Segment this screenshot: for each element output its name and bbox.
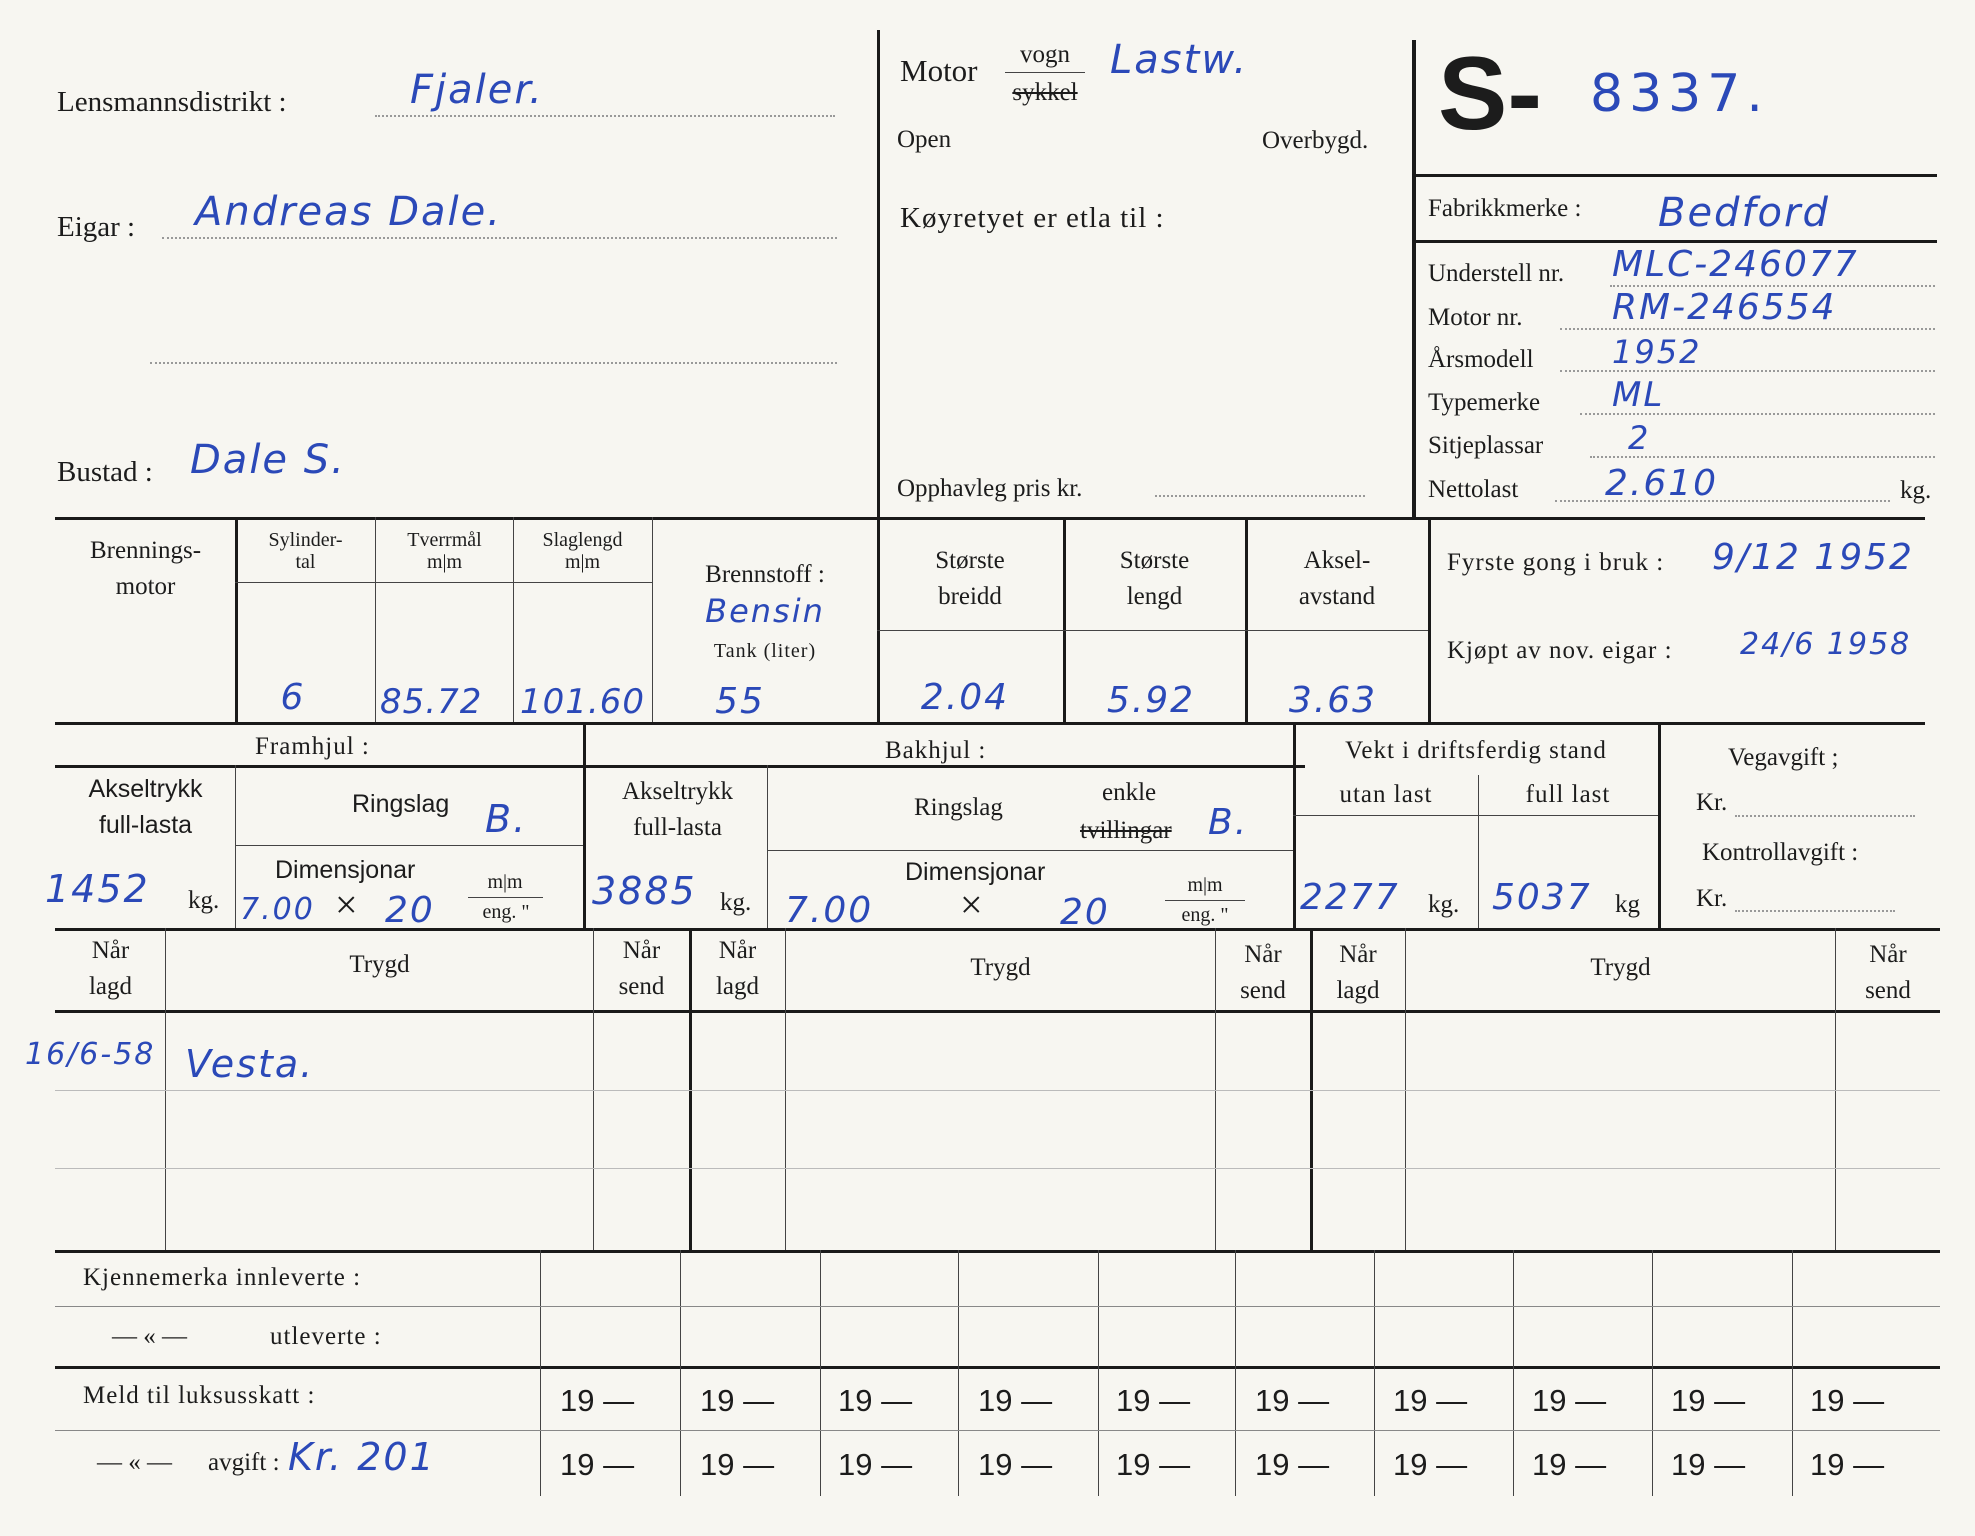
luksus-year-cell: 19 — <box>560 1383 635 1418</box>
ins-col-c2 <box>1835 928 1836 1250</box>
wheels-col-rear-ring <box>767 765 768 928</box>
motor-nr-value: RM-246554 <box>1612 287 1837 328</box>
arsmodell-label: Årsmodell <box>1428 346 1534 373</box>
tvillingar-label: tvillingar <box>1080 817 1172 844</box>
framhjul-label: Framhjul : <box>255 733 370 760</box>
breidd-value: 2.04 <box>920 677 1010 718</box>
luksus-year-cell: 19 — <box>700 1447 775 1482</box>
brennstoff-label: Brennstoff : <box>705 561 825 588</box>
sylinder-label-2: tal <box>295 551 316 573</box>
luksus-year-cell: 19 — <box>1671 1447 1746 1482</box>
rear-akseltrykk-label-1: Akseltrykk <box>621 778 734 805</box>
luksus-year-cell: 19 — <box>838 1383 913 1418</box>
kjopt-label: Kjøpt av nov. eigar : <box>1447 637 1673 664</box>
section-line-insurance-top <box>55 928 1940 931</box>
luksus-year-cell: 19 — <box>1255 1383 1330 1418</box>
section-line-wheels-sub <box>55 765 1305 768</box>
breidd-label-1: Største <box>935 547 1005 574</box>
wheels-col-3 <box>1658 722 1661 928</box>
engine-col-3 <box>513 517 514 722</box>
ins-b-naar: Når <box>718 937 757 964</box>
utan-last-label: utan last <box>1339 781 1433 808</box>
vegavgift-dotline <box>1735 815 1915 817</box>
wheels-rear-mid <box>767 850 1293 851</box>
front-mm-label: m|m <box>487 871 523 893</box>
enkle-label: enkle <box>1102 779 1157 806</box>
engine-sub-line-2 <box>877 630 1428 631</box>
bottom-col-2 <box>820 1250 821 1496</box>
fabrikkmerke-label: Fabrikkmerke : <box>1428 195 1582 222</box>
luksus-year-cell: 19 — <box>978 1383 1053 1418</box>
section-line-wheels-top <box>55 722 1925 725</box>
rear-ringslag-label: Ringslag <box>914 794 1003 821</box>
brennings-label: Brennings- <box>89 537 202 564</box>
vegavgift-label: Vegavgift ; <box>1728 744 1839 771</box>
luksus-year-cell: 19 — <box>838 1447 913 1482</box>
bottom-mid-line-2 <box>55 1430 1940 1431</box>
front-dim-1: 7.00 <box>240 892 315 927</box>
extra-dotline <box>150 362 837 364</box>
rear-mm-line <box>1165 900 1245 901</box>
ins-b-trygd: Trygd <box>970 954 1031 981</box>
luksus-year-cell: 19 — <box>1810 1447 1885 1482</box>
vegavgift-kr-label: Kr. <box>1696 789 1728 816</box>
engine-col-2 <box>375 517 376 722</box>
kontroll-dotline <box>1735 910 1895 912</box>
front-akseltrykk-label-2: full-lasta <box>98 811 193 839</box>
eigar-value: Andreas Dale. <box>195 189 502 235</box>
ins-col-b1 <box>785 928 786 1250</box>
nettolast-unit: kg. <box>1900 477 1932 504</box>
sylinder-value: 6 <box>280 677 306 718</box>
ins-col-a1 <box>165 928 166 1250</box>
motor-value: Lastw. <box>1110 37 1249 83</box>
nettolast-value: 2.610 <box>1605 463 1719 504</box>
utan-last-value: 2277 <box>1300 877 1400 918</box>
ins-a-send: send <box>618 973 665 1000</box>
eigar-label: Eigar : <box>57 211 136 243</box>
ins-row1-date: 16/6-58 <box>25 1037 156 1072</box>
meld-label: Meld til luksusskatt : <box>83 1382 316 1409</box>
front-akseltrykk-label-1: Akseltrykk <box>88 775 203 803</box>
bottom-col-1 <box>680 1250 681 1496</box>
ditto-label-2: — « — <box>97 1449 172 1476</box>
ins-a-lagd: lagd <box>88 973 133 1000</box>
front-akseltrykk-value: 1452 <box>45 867 150 911</box>
luksus-year-cell: 19 — <box>1532 1383 1607 1418</box>
avgift-value: Kr. 201 <box>288 1435 436 1479</box>
section-line-engine-top <box>55 517 1925 520</box>
luksus-year-cell: 19 — <box>1532 1447 1607 1482</box>
front-dimensjonar-label: Dimensjonar <box>275 856 416 884</box>
aksel-value: 3.63 <box>1288 680 1378 721</box>
fyrste-value: 9/12 1952 <box>1712 537 1914 578</box>
arsmodell-value: 1952 <box>1612 333 1702 371</box>
ins-col-b2 <box>1215 928 1216 1250</box>
rear-ringslag-value: B. <box>1208 802 1249 843</box>
ins-a-naar-send: Når <box>622 937 661 964</box>
ins-a-trygd: Trygd <box>349 951 410 978</box>
open-label: Open <box>897 126 952 153</box>
insurance-header-line <box>55 1010 1940 1013</box>
bottom-col-4 <box>1098 1250 1099 1496</box>
kjennemerka-label: Kjennemerka innleverte : <box>83 1264 362 1291</box>
fabrikkmerke-value: Bedford <box>1658 190 1830 236</box>
ins-c-send: send <box>1865 977 1911 1004</box>
luksus-year-cell: 19 — <box>1116 1447 1191 1482</box>
front-ringslag-value: B. <box>485 797 528 841</box>
section-line-luksus-top <box>55 1366 1940 1369</box>
ins-b-lagd: lagd <box>715 973 760 1000</box>
ins-row1-trygd: Vesta. <box>185 1042 315 1086</box>
ins-col-c1 <box>1405 928 1406 1250</box>
wheels-col-vekt <box>1478 775 1479 928</box>
motor-label: Motor <box>900 53 978 88</box>
rear-akseltrykk-value: 3885 <box>592 869 697 913</box>
ins-col-a2 <box>593 928 594 1250</box>
lensmann-label: Lensmannsdistrikt : <box>57 86 287 118</box>
kontroll-label: Kontrollavgift : <box>1702 839 1859 866</box>
ins-b-send: send <box>1240 977 1286 1004</box>
rear-dim-1: 7.00 <box>785 890 874 931</box>
bottom-col-7 <box>1513 1250 1514 1496</box>
ins-row-line-2 <box>55 1168 1940 1169</box>
lensmann-value: Fjaler. <box>410 67 544 113</box>
lengd-value: 5.92 <box>1106 680 1196 721</box>
slaglengd-unit: m|m <box>564 551 601 573</box>
avgift-label: avgift : <box>208 1449 280 1476</box>
brennings-motor-label: motor <box>115 573 176 600</box>
ditto-label-1: — « — <box>112 1323 187 1350</box>
tank-label: Tank (liter) <box>713 640 817 662</box>
rear-times-sign: × <box>960 882 983 927</box>
rear-akseltrykk-label-2: full-lasta <box>633 814 722 841</box>
utan-last-kg: kg. <box>1428 891 1460 918</box>
bakhjul-label: Bakhjul : <box>885 737 987 764</box>
bottom-col-9 <box>1792 1250 1793 1496</box>
slaglengd-label: Slaglengd <box>542 529 623 551</box>
luksus-year-cell: 19 — <box>1393 1383 1468 1418</box>
bottom-col-3 <box>958 1250 959 1496</box>
engine-sub-line-1 <box>235 582 652 583</box>
front-dim-2: 20 <box>385 890 435 931</box>
motor-vogn-label: vogn <box>1020 41 1070 68</box>
header-divider-right <box>1412 40 1416 517</box>
front-kg-label: kg. <box>188 887 220 914</box>
bottom-col-5 <box>1235 1250 1236 1496</box>
eigar-dotline <box>162 237 837 239</box>
wheels-col-1 <box>583 722 586 928</box>
rear-dim-2: 20 <box>1060 892 1110 933</box>
luksus-year-cell: 19 — <box>1116 1383 1191 1418</box>
fabrikkmerke-underline <box>1412 240 1937 243</box>
bottom-mid-line-1 <box>55 1306 1940 1307</box>
front-eng-label: eng. " <box>482 901 530 923</box>
overbygd-label: Overbygd. <box>1262 127 1369 154</box>
tverrmal-unit: m|m <box>426 551 463 573</box>
engine-col-8 <box>1428 517 1431 722</box>
bustad-value: Dale S. <box>190 437 346 483</box>
luksus-year-cell: 19 — <box>1255 1447 1330 1482</box>
typemerke-label: Typemerke <box>1428 389 1541 416</box>
bottom-col-8 <box>1652 1250 1653 1496</box>
luksus-year-cell: 19 — <box>700 1383 775 1418</box>
front-mm-line <box>468 897 543 898</box>
nettolast-label: Nettolast <box>1428 476 1519 503</box>
wheels-col-front-ring <box>235 765 236 928</box>
ins-c-trygd: Trygd <box>1590 954 1651 981</box>
lengd-label-1: Største <box>1119 547 1190 574</box>
understell-label: Understell nr. <box>1428 260 1565 287</box>
aksel-label-1: Aksel- <box>1303 547 1371 574</box>
wheels-vekt-mid <box>1293 815 1658 816</box>
tank-value: 55 <box>715 681 765 722</box>
rear-kg-label: kg. <box>720 889 752 916</box>
rear-mm-label: m|m <box>1187 874 1223 896</box>
luksus-year-cell: 19 — <box>1671 1383 1746 1418</box>
ins-b-naar-send: Når <box>1244 941 1282 968</box>
luksus-year-cell: 19 — <box>978 1447 1053 1482</box>
lengd-label-2: lengd <box>1126 583 1183 610</box>
slaglengd-value: 101.60 <box>520 682 645 722</box>
motor-nr-dotline <box>1560 328 1935 330</box>
bustad-label: Bustad : <box>57 456 153 488</box>
ins-row-line-1 <box>55 1090 1940 1091</box>
engine-col-4 <box>652 517 653 722</box>
motor-nr-label: Motor nr. <box>1428 304 1523 331</box>
brennstoff-value: Bensin <box>705 592 825 630</box>
understell-value: MLC-246077 <box>1612 244 1859 285</box>
ins-a-naar: Når <box>91 937 130 964</box>
koyretyet-label: Køyretyet er etla til : <box>900 202 1165 234</box>
section-line-bottom-top <box>55 1250 1940 1253</box>
kjopt-value: 24/6 1958 <box>1740 627 1912 662</box>
full-last-label: full last <box>1525 781 1611 808</box>
luksus-year-cell: 19 — <box>1393 1447 1468 1482</box>
sitjeplassar-value: 2 <box>1628 419 1651 457</box>
aksel-label-2: avstand <box>1298 583 1376 610</box>
luksus-year-cell: 19 — <box>1810 1383 1885 1418</box>
full-last-kg: kg <box>1615 891 1640 918</box>
ins-c-naar-send: Når <box>1869 941 1907 968</box>
sitjeplassar-label: Sitjeplassar <box>1428 432 1544 459</box>
ins-col-b3 <box>1310 928 1313 1250</box>
rear-eng-label: eng. " <box>1181 904 1229 926</box>
bottom-col-6 <box>1374 1250 1375 1496</box>
luksus-year-cell: 19 — <box>560 1447 635 1482</box>
front-ringslag-label: Ringslag <box>352 790 450 818</box>
utleverte-label: utleverte : <box>270 1323 382 1350</box>
motor-fraction-line <box>1005 72 1085 73</box>
full-last-value: 5037 <box>1492 877 1592 918</box>
rear-dimensjonar-label: Dimensjonar <box>905 858 1046 886</box>
reg-number: 8337. <box>1590 64 1769 124</box>
sylinder-label-1: Sylinder- <box>268 529 343 551</box>
kontroll-kr-label: Kr. <box>1696 885 1728 912</box>
opphavleg-dotline <box>1155 495 1365 497</box>
header-divider-left <box>877 30 880 517</box>
motor-sykkel-label: sykkel <box>1012 79 1078 106</box>
reg-box-bottom-line <box>1412 174 1937 177</box>
lensmann-dotline <box>375 115 835 117</box>
ins-c-naar: Når <box>1339 941 1377 968</box>
fyrste-label: Fyrste gong i bruk : <box>1447 549 1665 576</box>
vekt-label: Vekt i driftsferdig stand <box>1345 737 1607 764</box>
opphavleg-label: Opphavleg pris kr. <box>897 475 1083 502</box>
breidd-label-2: breidd <box>938 583 1002 610</box>
wheels-front-mid <box>235 845 583 846</box>
typemerke-value: ML <box>1612 375 1665 415</box>
reg-prefix: S- <box>1438 36 1542 152</box>
front-times-sign: × <box>335 882 358 927</box>
tverrmal-value: 85.72 <box>380 682 483 722</box>
tverrmal-label: Tverrmål <box>407 529 482 551</box>
bottom-col-0 <box>540 1250 541 1496</box>
ins-c-lagd: lagd <box>1336 977 1380 1004</box>
